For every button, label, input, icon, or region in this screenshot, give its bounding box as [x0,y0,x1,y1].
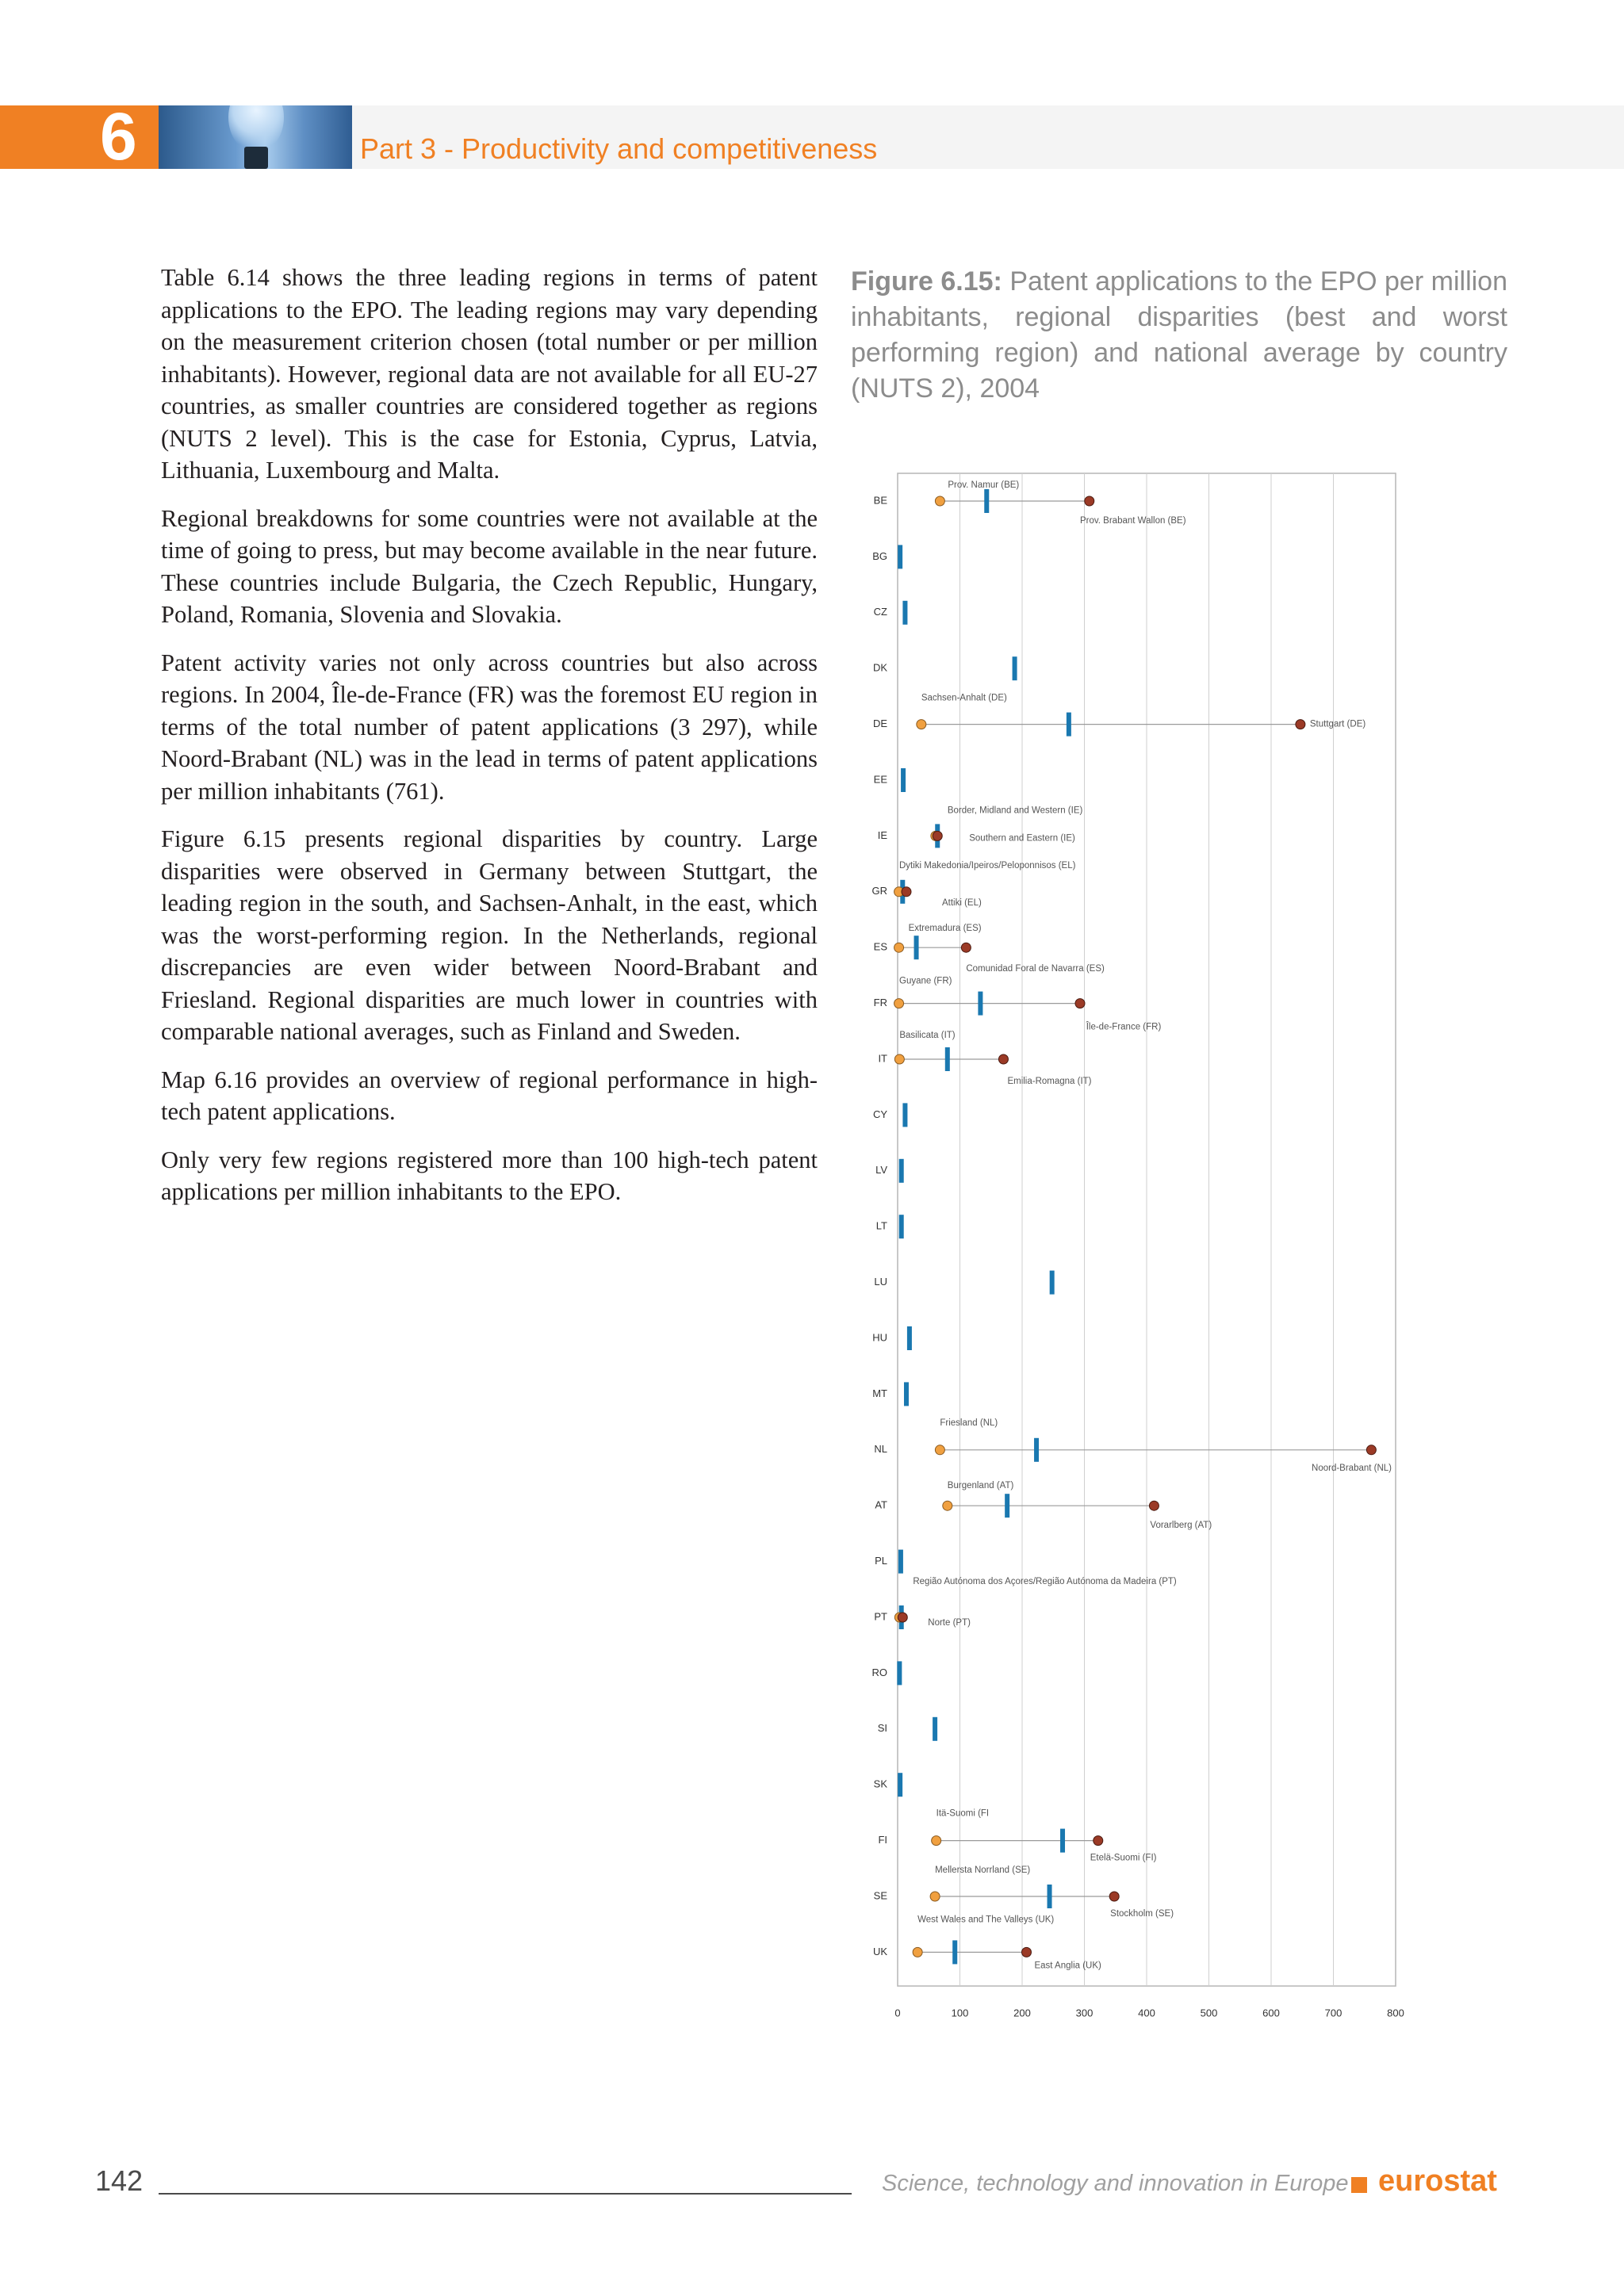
national-average-bar [952,1940,957,1964]
worst-region-point [935,496,944,506]
worst-region-point [894,999,904,1008]
country-label: MT [872,1387,887,1399]
best-region-label: Stockholm (SE) [1110,1909,1174,1919]
x-tick-label: 0 [894,2007,901,2019]
best-region-label: Southern and Eastern (IE) [969,833,1075,844]
eurostat-logo: eurostat [1378,2164,1497,2198]
worst-region-label: Região Autónoma dos Açores/Região Autónoma da Madeira (PT) [913,1577,1177,1587]
worst-region-label: West Wales and The Valleys (UK) [917,1915,1055,1925]
national-average-bar [898,545,902,568]
country-label: BG [872,549,887,562]
worst-region-point [913,1947,922,1957]
country-label: GR [871,885,887,897]
national-average-bar [1067,713,1071,737]
figure-label: Figure 6.15: [851,266,1002,297]
best-region-point [933,831,942,840]
worst-region-label: Sachsen-Anhalt (DE) [921,693,1007,703]
country-label: SI [877,1722,887,1735]
country-label: UK [872,1945,887,1957]
best-region-point [1075,999,1085,1008]
country-label: PT [874,1610,887,1623]
paragraph: Map 6.16 provides an overview of regional performance in high-tech patent applications. [161,1066,818,1125]
worst-region-label: Border, Midland and Western (IE) [947,806,1083,816]
x-tick-label: 700 [1324,2007,1342,2019]
x-tick-label: 300 [1075,2007,1094,2019]
lightbulb-icon [228,105,284,153]
worst-region-point [932,1836,941,1846]
national-average-bar [1013,656,1017,680]
best-region-label: East Anglia (UK) [1034,1961,1101,1971]
best-region-label: Prov. Brabant Wallon (BE) [1079,516,1186,526]
national-average-bar [902,601,907,625]
best-region-point [898,1613,907,1622]
national-average-bar [1050,1271,1055,1295]
national-average-bar [898,1550,903,1574]
best-region-label: Attiki (EL) [941,897,982,908]
paragraph: Figure 6.15 presents regional disparities by country. Large disparities were observed in Germany between Stuttgart, the leading region in the south, and Sachsen-Anhalt, in the east, which was the worst-performing region. In the Netherlands, regional discrepancies are even wider between Noord-Brabant and Friesland. Regional disparities are much lower in countries with comparable national averages, such as Finland and Sweden. [161,825,818,1045]
worst-region-label: Burgenland (AT) [947,1481,1014,1491]
country-label: SE [873,1889,887,1902]
x-tick-label: 100 [951,2007,969,2019]
best-region-label: Comunidad Foral de Navarra (ES) [966,964,1105,974]
lightbulb-base [244,147,268,169]
country-label: AT [875,1498,887,1511]
publication-title: Science, technology and innovation in Europe [882,2171,1349,2196]
national-average-bar [1060,1829,1065,1853]
country-label: NL [874,1443,887,1456]
part-title: Part 3 - Productivity and competitiveness [360,132,878,165]
worst-region-point [943,1501,952,1510]
figure-caption: Patent applications to the EPO per million inhabitants, regional disparities (best and worst performing region) and national average by country (NUTS 2), 2004 [851,266,1507,404]
country-label: IT [878,1052,887,1065]
chapter-number: 6 [100,99,137,174]
worst-region-label: Basilicata (IT) [899,1031,956,1041]
country-label: BE [873,494,887,507]
national-average-bar [898,1773,902,1797]
worst-region-label: Friesland (NL) [940,1418,998,1428]
country-label: HU [872,1331,887,1344]
country-label: LU [874,1276,887,1288]
paragraph: Regional breakdowns for some countries were not available at the time of going to press, but may become available in the near future. These countries include Bulgaria, the Czech Republic, Hungary, Poland, Romania, Slovenia and Slovakia. [161,504,818,628]
national-average-bar [1005,1494,1009,1517]
national-average-bar [904,1382,909,1406]
worst-region-point [935,1445,944,1455]
worst-region-label: Itä-Suomi (FI [936,1808,990,1819]
national-average-bar [978,992,982,1016]
country-label: RO [871,1666,887,1678]
country-label: SK [873,1777,887,1790]
best-region-point [1021,1947,1031,1957]
worst-region-point [930,1892,940,1901]
paragraph: Table 6.14 shows the three leading regions in terms of patent applications to the EPO. The leading regions may vary depending on the measurement criterion chosen (total number or per million inhabitants). However, regional data are not available for all EU-27 countries, as smaller countries are considered together as regions (NUTS 2 level). This is the case for Estonia, Cyprus, Latvia, Lithuania, Luxembourg and Malta. [161,264,818,484]
x-tick-label: 800 [1387,2007,1404,2019]
best-region-label: Vorarlberg (AT) [1150,1521,1212,1531]
worst-region-label: Extremadura (ES) [908,924,982,934]
best-region-label: Etelä-Suomi (FI) [1090,1853,1157,1863]
country-label: FR [873,997,887,1009]
national-average-bar [899,1215,904,1238]
body-text [161,262,818,1224]
best-region-label: Norte (PT) [928,1618,971,1628]
country-label: PL [875,1555,887,1567]
country-label: LT [875,1219,887,1232]
best-region-point [1085,496,1094,506]
best-region-point [902,887,911,897]
country-label: EE [873,773,887,786]
x-tick-label: 200 [1013,2007,1031,2019]
best-region-point [1094,1836,1103,1846]
best-region-point [1296,720,1305,729]
x-tick-label: 600 [1262,2007,1280,2019]
worst-region-point [894,943,904,952]
worst-region-label: Mellersta Norrland (SE) [935,1866,1031,1876]
country-label: DE [872,718,887,730]
national-average-bar [1034,1438,1039,1462]
country-label: ES [873,940,887,953]
national-average-bar [899,1159,904,1183]
worst-region-label: Guyane (FR) [899,976,952,986]
footer-rule [159,2193,852,2195]
country-label: CZ [873,606,887,618]
lightbulb-image [159,105,352,169]
country-label: DK [872,661,887,674]
best-region-point [961,943,971,952]
patent-disparities-chart [841,468,1578,2022]
x-tick-label: 500 [1200,2007,1218,2019]
page-number: 142 [95,2164,144,2197]
best-region-point [1366,1445,1376,1455]
national-average-bar [945,1047,950,1071]
worst-region-point [917,720,926,729]
national-average-bar [933,1717,937,1741]
best-region-label: Stuttgart (DE) [1309,719,1366,729]
best-region-label: Île-de-France (FR) [1086,1022,1162,1032]
paragraph: Only very few regions registered more than 100 high-tech patent applications per million inhabitants to the EPO. [161,1146,818,1205]
country-label: FI [878,1834,887,1846]
national-average-bar [897,1661,902,1685]
worst-region-point [894,1054,904,1064]
figure-title [851,264,1507,407]
best-region-point [998,1054,1008,1064]
national-average-bar [901,768,906,792]
national-average-bar [902,1103,907,1127]
national-average-bar [984,489,989,513]
best-region-label: Emilia-Romagna (IT) [1007,1077,1092,1087]
best-region-label: Noord-Brabant (NL) [1312,1463,1392,1473]
x-tick-label: 400 [1138,2007,1155,2019]
national-average-bar [1048,1885,1052,1908]
paragraph: Patent activity varies not only across countries but also across regions. In 2004, Île-de-France (FR) was the foremost EU region in terms of the total number of patent applications (3 297), while Noord-Brabant (NL) was in the lead in terms of patent applications per million inhabitants (761). [161,649,818,805]
worst-region-label: Prov. Namur (BE) [948,480,1020,491]
best-region-point [1149,1501,1159,1510]
national-average-bar [907,1326,912,1350]
best-region-point [1109,1892,1119,1901]
country-label: IE [877,828,887,841]
country-label: LV [875,1164,887,1177]
country-label: CY [872,1108,887,1120]
worst-region-label: Dytiki Makedonia/Ipeiros/Peloponnisos (EL) [899,860,1076,871]
eurostat-square-icon [1351,2177,1367,2193]
national-average-bar [914,936,919,959]
